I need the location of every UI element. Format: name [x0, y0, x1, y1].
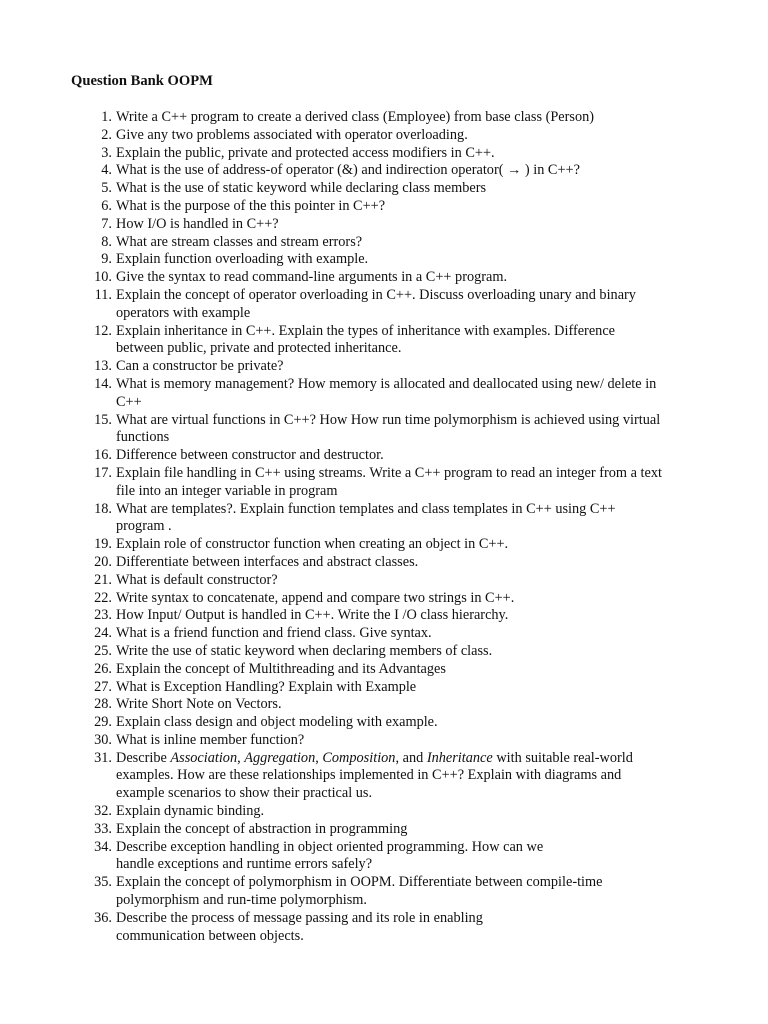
question-item: [80, 839, 720, 875]
question-text: What are virtual functions in C++? How How run time polymorphism is achieved using virtual functions: [116, 411, 661, 446]
question-number: 23.: [94, 607, 112, 624]
question-number: 25.: [94, 642, 112, 659]
question-text: Give any two problems associated with operator overloading.: [116, 126, 468, 143]
question-text: What is inline member function?: [116, 731, 305, 748]
question-item: [80, 625, 720, 643]
question-text: What is the use of static keyword while declaring class members: [116, 180, 487, 197]
question-item: [80, 465, 720, 501]
question-number: 36.: [94, 909, 112, 926]
question-number: 9.: [101, 251, 112, 268]
question-number: 3.: [101, 144, 112, 161]
question-item: [80, 732, 720, 750]
question-text: Describe the process of message passing and its role in enabling communication between objects.: [116, 909, 483, 944]
question-item: [80, 554, 720, 572]
question-item: [80, 590, 720, 608]
question-text: Write the use of static keyword when declaring members of class.: [116, 642, 493, 659]
question-number: 24.: [94, 625, 112, 642]
question-text: Describe Association, Aggregation, Composition, and Inheritance with suitable real-world examples. How are these relationships implemented in C++? Explain with diagrams and example scenarios to show their practical us.: [116, 749, 633, 802]
question-number: 21.: [94, 571, 112, 588]
question-text: Explain inheritance in C++. Explain the types of inheritance with examples. Difference between public, private and protected inheritance.: [116, 322, 616, 357]
question-item: [80, 803, 720, 821]
question-item: [80, 127, 720, 145]
question-number: 29.: [94, 714, 112, 731]
question-text: Explain dynamic binding.: [116, 803, 265, 820]
question-item: [80, 412, 720, 448]
question-number: 1.: [101, 109, 112, 125]
question-text: How I/O is handled in C++?: [116, 215, 279, 232]
question-item: [80, 358, 720, 376]
question-item: [80, 162, 720, 180]
question-number: 2.: [101, 126, 112, 143]
question-text: What is default constructor?: [116, 571, 278, 588]
question-text: What is the purpose of the this pointer in C++?: [116, 197, 386, 214]
question-number: 19.: [94, 536, 112, 553]
question-text: Explain file handling in C++ using streams. Write a C++ program to read an integer from a text file into an integer variable in program: [116, 464, 662, 499]
question-list: [80, 109, 720, 945]
question-item: [80, 572, 720, 590]
question-item: [80, 714, 720, 732]
question-number: 8.: [101, 233, 112, 250]
question-item: [80, 109, 720, 127]
question-item: [80, 536, 720, 554]
question-number: 16.: [94, 447, 112, 464]
question-number: 34.: [94, 838, 112, 855]
question-item: [80, 269, 720, 287]
question-text: Write a C++ program to create a derived class (Employee) from base class (Person): [116, 109, 595, 125]
question-text: Difference between constructor and destructor.: [116, 447, 384, 464]
question-emphasis: Aggregation: [244, 749, 316, 766]
question-item: [80, 750, 720, 803]
question-text: Can a constructor be private?: [116, 358, 284, 375]
question-item: [80, 180, 720, 198]
question-number: 12.: [94, 322, 112, 339]
question-number: 28.: [94, 696, 112, 713]
question-number: 7.: [101, 215, 112, 232]
question-text: What is Exception Handling? Explain with Example: [116, 678, 417, 695]
question-number: 30.: [94, 731, 112, 748]
question-number: 22.: [94, 589, 112, 606]
question-text: What are templates?. Explain function templates and class templates in C++ using C++ program .: [116, 500, 616, 535]
question-text: Write syntax to concatenate, append and compare two strings in C++.: [116, 589, 515, 606]
question-item: [80, 910, 720, 946]
question-number: 5.: [101, 180, 112, 197]
question-text: Describe exception handling in object oriented programming. How can we handle exceptions and runtime errors safely?: [116, 838, 544, 873]
question-number: 6.: [101, 197, 112, 214]
question-item: [80, 821, 720, 839]
question-item: [80, 323, 720, 359]
question-item: [80, 607, 720, 625]
question-emphasis: Association: [170, 749, 238, 766]
question-number: 10.: [94, 269, 112, 286]
question-item: [80, 874, 720, 910]
question-item: [80, 287, 720, 323]
question-number: 31.: [94, 749, 112, 766]
question-item: [80, 679, 720, 697]
question-text: Explain role of constructor function when creating an object in C++.: [116, 536, 509, 553]
question-item: [80, 696, 720, 714]
question-emphasis: Composition: [322, 749, 396, 766]
question-number: 13.: [94, 358, 112, 375]
question-item: [80, 661, 720, 679]
question-item: [80, 234, 720, 252]
question-text: What is memory management? How memory is allocated and deallocated using new/ delete in C++: [116, 375, 657, 410]
question-text: Explain the concept of Multithreading and its Advantages: [116, 660, 446, 677]
question-number: 35.: [94, 874, 112, 891]
question-number: 32.: [94, 803, 112, 820]
question-text: What are stream classes and stream errors?: [116, 233, 363, 250]
question-number: 11.: [94, 286, 112, 303]
question-text: Give the syntax to read command-line arguments in a C++ program.: [116, 269, 508, 286]
question-item: [80, 447, 720, 465]
question-text: How Input/ Output is handled in C++. Write the I /O class hierarchy.: [116, 607, 509, 624]
question-number: 14.: [94, 375, 112, 392]
question-number: 15.: [94, 411, 112, 428]
question-item: [80, 145, 720, 163]
question-item: [80, 251, 720, 269]
question-text: What is the use of address-of operator (&) and indirection operator( → ) in C++?: [116, 162, 580, 179]
page-title: Question Bank OOPM: [71, 73, 213, 89]
question-number: 33.: [94, 820, 112, 837]
question-text: What is a friend function and friend class. Give syntax.: [116, 625, 432, 642]
question-number: 26.: [94, 660, 112, 677]
question-item: [80, 198, 720, 216]
question-number: 17.: [94, 464, 112, 481]
question-number: 4.: [101, 162, 112, 179]
question-item: [80, 643, 720, 661]
question-text: Write Short Note on Vectors.: [116, 696, 282, 713]
question-text: Explain function overloading with example.: [116, 251, 369, 268]
question-text: Explain the concept of abstraction in programming: [116, 820, 408, 837]
question-item: [80, 501, 720, 537]
question-number: 27.: [94, 678, 112, 695]
question-item: [80, 216, 720, 234]
question-text: Explain the concept of operator overloading in C++. Discuss overloading unary and binary operators with example: [116, 286, 636, 321]
question-number: 18.: [94, 500, 112, 517]
question-text: Explain class design and object modeling with example.: [116, 714, 438, 731]
question-item: [80, 376, 720, 412]
question-text: Differentiate between interfaces and abstract classes.: [116, 553, 419, 570]
question-text: Explain the concept of polymorphism in OOPM. Differentiate between compile-time polymorphism and run-time polymorphism.: [116, 874, 603, 909]
question-number: 20.: [94, 553, 112, 570]
question-text: Explain the public, private and protected access modifiers in C++.: [116, 144, 495, 161]
question-emphasis: Inheritance: [426, 749, 493, 766]
